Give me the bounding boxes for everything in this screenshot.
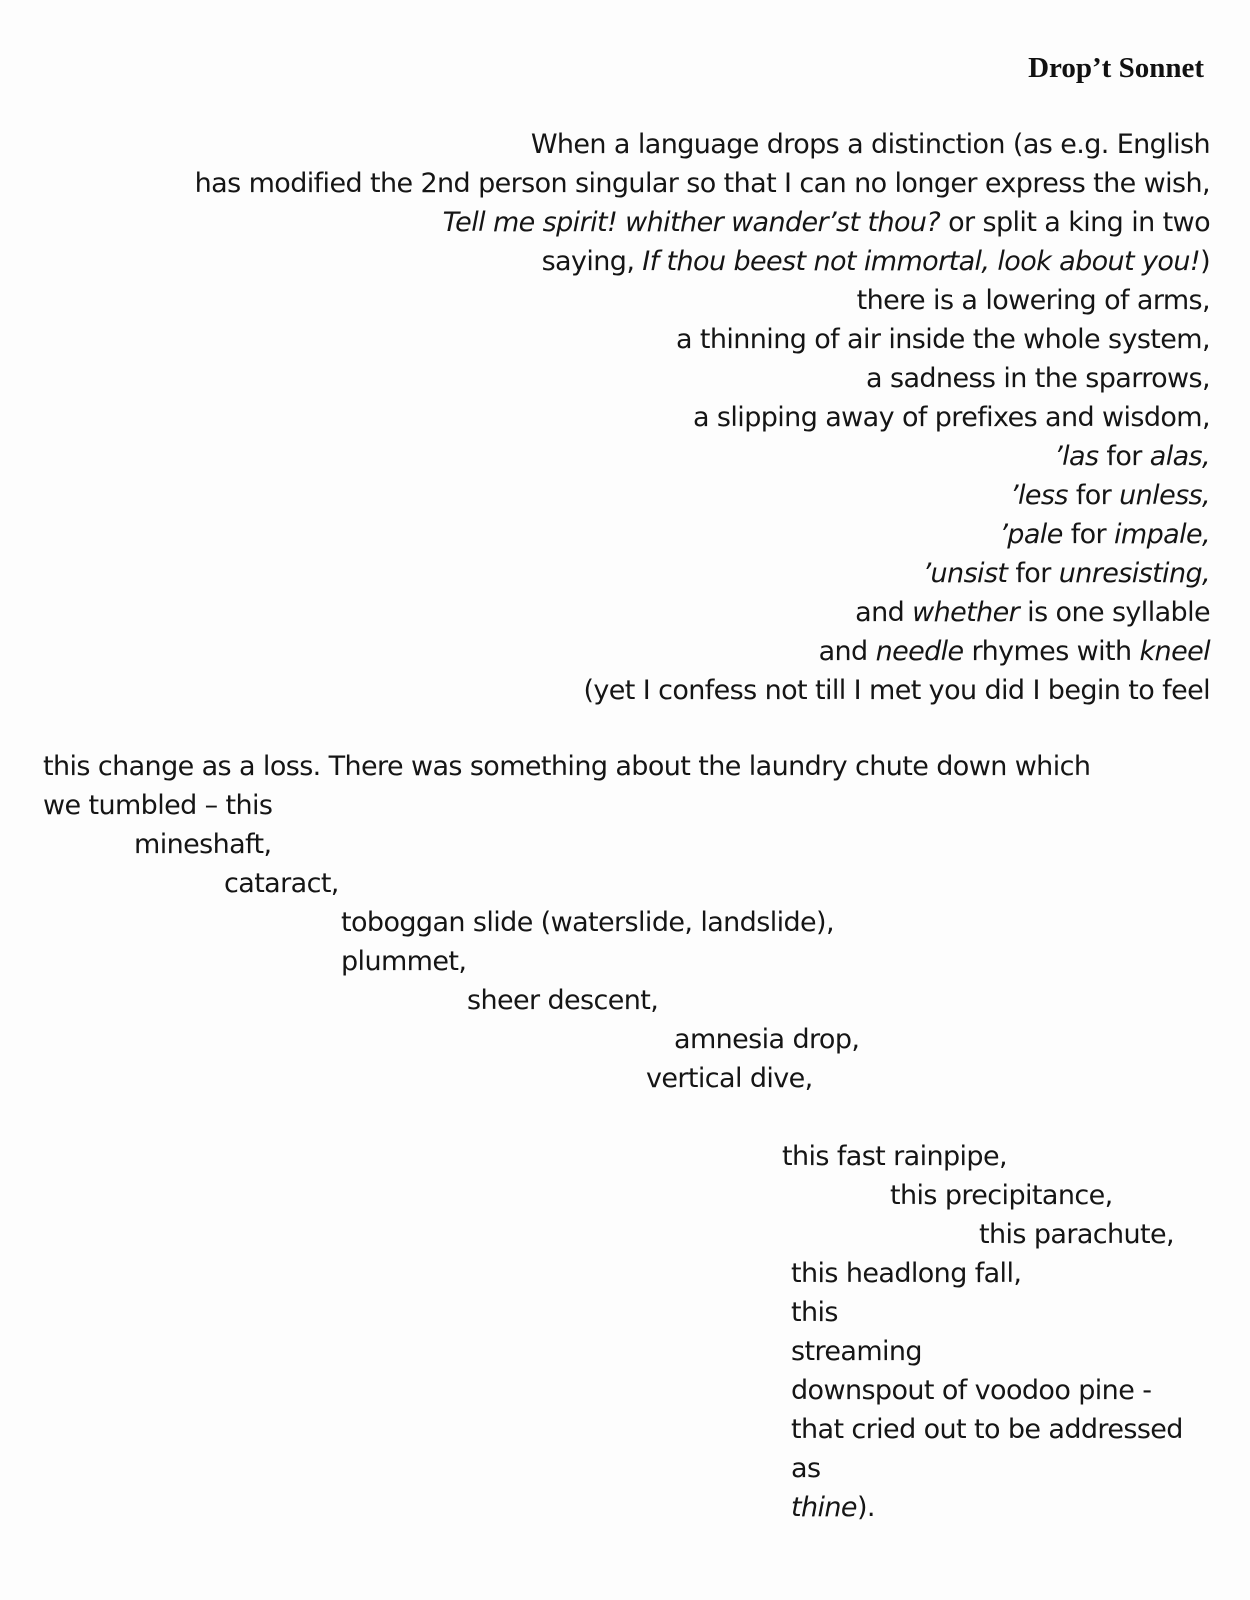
line-text: for xyxy=(1007,558,1059,589)
poem-line xyxy=(341,945,466,979)
line-text: this fast rainpipe, xyxy=(782,1141,1007,1172)
line-text: we tumbled – this xyxy=(43,790,273,821)
poem-line xyxy=(791,1257,1021,1291)
poem-line xyxy=(999,518,1210,552)
line-text: When a language drops a distinction (as e.g. English xyxy=(530,129,1210,160)
poem-line xyxy=(583,674,1210,708)
italic-text: impale, xyxy=(1114,519,1210,550)
poem-line xyxy=(890,1179,1113,1213)
italic-text: unresisting, xyxy=(1058,558,1210,589)
poem-line xyxy=(467,984,658,1018)
italic-text: If thou beest not immortal, look about you! xyxy=(642,246,1201,277)
poem-line xyxy=(1010,479,1210,513)
poem-line xyxy=(542,245,1210,279)
line-text: for xyxy=(1098,441,1150,472)
poem-line xyxy=(224,867,339,901)
italic-text: ’unsist xyxy=(922,558,1008,589)
line-text: this parachute, xyxy=(979,1219,1175,1250)
poem-line xyxy=(134,828,271,862)
poem-line xyxy=(857,284,1210,318)
poem-line xyxy=(791,1413,1183,1447)
italic-text: ’less xyxy=(1010,480,1068,511)
line-text: saying, xyxy=(541,246,643,277)
line-text: is one syllable xyxy=(1019,597,1210,628)
line-text: this precipitance, xyxy=(890,1180,1113,1211)
line-text: as xyxy=(791,1453,821,1484)
line-text: and xyxy=(855,597,913,628)
line-text: mineshaft, xyxy=(134,829,272,860)
line-text: amnesia drop, xyxy=(674,1024,860,1055)
line-text: a thinning of air inside the whole system, xyxy=(675,324,1210,355)
poem-line xyxy=(674,1023,859,1057)
line-text: plummet, xyxy=(341,946,467,977)
poem-line xyxy=(195,167,1210,201)
poem-line xyxy=(791,1374,1151,1408)
line-text: sheer descent, xyxy=(467,985,659,1016)
line-text: toboggan slide (waterslide, landslide), xyxy=(341,907,834,938)
line-text: rhymes with xyxy=(963,636,1140,667)
poem-line xyxy=(791,1296,838,1330)
poem-line xyxy=(693,401,1210,435)
poem-line xyxy=(855,596,1210,630)
poem-line xyxy=(43,789,272,823)
line-text: ). xyxy=(856,1492,875,1523)
poem-line xyxy=(791,1452,820,1486)
line-text: a slipping away of prefixes and wisdom, xyxy=(693,402,1210,433)
line-text: streaming xyxy=(791,1336,922,1367)
poem-line xyxy=(676,323,1210,357)
line-text: vertical dive, xyxy=(646,1063,813,1094)
italic-text: ’pale xyxy=(999,519,1063,550)
line-text: downspout of voodoo pine - xyxy=(791,1375,1152,1406)
line-text: cataract, xyxy=(224,868,339,899)
italic-text: needle xyxy=(875,636,964,667)
poem-line xyxy=(819,635,1210,669)
poem-line xyxy=(1054,440,1210,474)
poem-line xyxy=(791,1491,875,1525)
poem-line xyxy=(646,1062,813,1096)
line-text: this headlong fall, xyxy=(791,1258,1022,1289)
line-text: (yet I confess not till I met you did I begin to feel xyxy=(583,675,1210,706)
italic-text: alas, xyxy=(1149,441,1210,472)
line-text: for xyxy=(1067,480,1120,511)
poem-line xyxy=(866,362,1210,396)
line-text: or split a king in two xyxy=(940,207,1210,238)
poem-title: Drop’t Sonnet xyxy=(1028,52,1204,84)
italic-text: ’las xyxy=(1054,441,1099,472)
poem-line xyxy=(923,557,1210,591)
poem-line xyxy=(979,1218,1174,1252)
italic-text: kneel xyxy=(1139,636,1210,667)
italic-text: Tell me spirit! whither wander’st thou? xyxy=(442,207,941,238)
italic-text: unless, xyxy=(1119,480,1210,511)
line-text: ) xyxy=(1200,246,1210,277)
line-text: for xyxy=(1062,519,1115,550)
italic-text: whether xyxy=(912,597,1020,628)
line-text: a sadness in the sparrows, xyxy=(866,363,1210,394)
line-text: that cried out to be addressed xyxy=(791,1414,1183,1445)
poem-line xyxy=(782,1140,1007,1174)
line-text: and xyxy=(818,636,876,667)
poem-line xyxy=(791,1335,922,1369)
poem-line xyxy=(43,750,1090,784)
line-text: there is a lowering of arms, xyxy=(856,285,1210,316)
poem-line xyxy=(443,206,1210,240)
italic-text: thine xyxy=(791,1492,857,1523)
line-text: this xyxy=(791,1297,838,1328)
poem-line xyxy=(531,128,1210,162)
line-text: has modified the 2nd person singular so that I can no longer express the wish, xyxy=(194,168,1210,199)
poem-line xyxy=(341,906,834,940)
line-text: this change as a loss. There was something about the laundry chute down which xyxy=(43,751,1091,782)
